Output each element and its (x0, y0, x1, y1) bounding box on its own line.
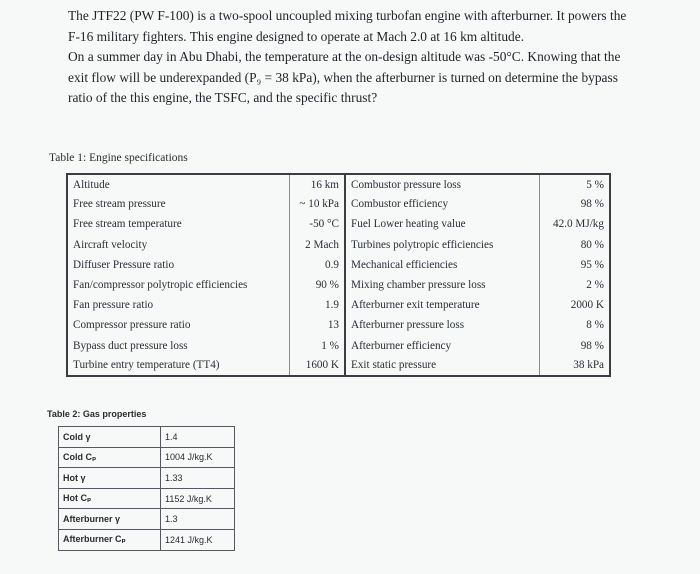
spec-label: Mixing chamber pressure loss (345, 275, 539, 295)
gas-properties-table (58, 426, 235, 551)
spec-label: Fuel Lower heating value (345, 214, 539, 234)
table-row (67, 214, 610, 234)
table-row (67, 174, 610, 194)
spec-label: Turbine entry temperature (TT4) (67, 356, 289, 376)
table-row (59, 509, 235, 530)
table-row (59, 488, 235, 509)
spec-label: Aircraft velocity (67, 235, 289, 255)
table-row (67, 356, 610, 376)
gas-property-value: 1152 J/kg.K (161, 488, 235, 509)
spec-label: Afterburner exit temperature (345, 295, 539, 315)
gas-property-name: Afterburner γ (59, 509, 161, 530)
spec-label: Turbines polytropic efficiencies (345, 235, 539, 255)
spec-label: Free stream pressure (67, 194, 289, 214)
spec-value: 16 km (289, 174, 345, 194)
spec-value: 2 Mach (289, 235, 345, 255)
table-row (67, 315, 610, 335)
engine-specifications-table (66, 173, 611, 377)
spec-value: 13 (289, 315, 345, 335)
spec-value: -50 °C (289, 214, 345, 234)
spec-label: Exit static pressure (345, 356, 539, 376)
table-row (67, 295, 610, 315)
spec-label: Bypass duct pressure loss (67, 336, 289, 356)
spec-value: 90 % (289, 275, 345, 295)
spec-value: 5 % (539, 174, 610, 194)
spec-label: Combustor pressure loss (345, 174, 539, 194)
table-row (67, 235, 610, 255)
table-row (59, 447, 235, 468)
gas-property-name: Hot Cₚ (59, 488, 161, 509)
spec-label: Compressor pressure ratio (67, 315, 289, 335)
spec-label: Diffuser Pressure ratio (67, 255, 289, 275)
gas-property-value: 1241 J/kg.K (161, 529, 235, 550)
spec-label: Fan pressure ratio (67, 295, 289, 315)
spec-value: 0.9 (289, 255, 345, 275)
gas-property-value: 1004 J/kg.K (161, 447, 235, 468)
spec-value: ~ 10 kPa (289, 194, 345, 214)
spec-value: 2 % (539, 275, 610, 295)
spec-value: 80 % (539, 235, 610, 255)
spec-value: 98 % (539, 336, 610, 356)
spec-value: 2000 K (539, 295, 610, 315)
table-row (67, 336, 610, 356)
spec-label: Afterburner pressure loss (345, 315, 539, 335)
problem-paragraph-2: On a summer day in Abu Dhabi, the temperature at the on-design altitude was -50°C. Knowing that the exit flow will be underexpanded (P₉ = 38 kPa), when the afterburner is turned on determine the bypass ratio of the this engine, the TSFC, and the specific thrust? (68, 49, 621, 105)
gas-property-value: 1.4 (161, 427, 235, 448)
spec-value: 1 % (289, 336, 345, 356)
spec-label: Afterburner efficiency (345, 336, 539, 356)
spec-value: 1600 K (289, 356, 345, 376)
gas-property-name: Cold γ (59, 427, 161, 448)
spec-label: Combustor efficiency (345, 194, 539, 214)
spec-label: Altitude (67, 174, 289, 194)
spec-value: 8 % (539, 315, 610, 335)
problem-statement (68, 6, 638, 109)
table1-caption: Table 1: Engine specifications (49, 152, 188, 164)
spec-label: Fan/compressor polytropic efficiencies (67, 275, 289, 295)
table2-caption: Table 2: Gas properties (47, 409, 147, 419)
gas-property-value: 1.33 (161, 468, 235, 489)
gas-property-name: Cold Cₚ (59, 447, 161, 468)
spec-value: 1.9 (289, 295, 345, 315)
spec-label: Free stream temperature (67, 214, 289, 234)
problem-paragraph-1: The JTF22 (PW F-100) is a two-spool uncoupled mixing turbofan engine with afterburner. It powers the F-16 military fighters. This engine designed to operate at Mach 2.0 at 16 km altitude. (68, 8, 627, 44)
spec-value: 95 % (539, 255, 610, 275)
spec-label: Mechanical efficiencies (345, 255, 539, 275)
table-row (67, 255, 610, 275)
table-row (67, 275, 610, 295)
spec-value: 38 kPa (539, 356, 610, 376)
spec-value: 98 % (539, 194, 610, 214)
table-row (59, 427, 235, 448)
table-row (59, 529, 235, 550)
table-row (59, 468, 235, 489)
table-row (67, 194, 610, 214)
gas-property-value: 1.3 (161, 509, 235, 530)
spec-value: 42.0 MJ/kg (539, 214, 610, 234)
gas-property-name: Hot γ (59, 468, 161, 489)
gas-property-name: Afterburner Cₚ (59, 529, 161, 550)
